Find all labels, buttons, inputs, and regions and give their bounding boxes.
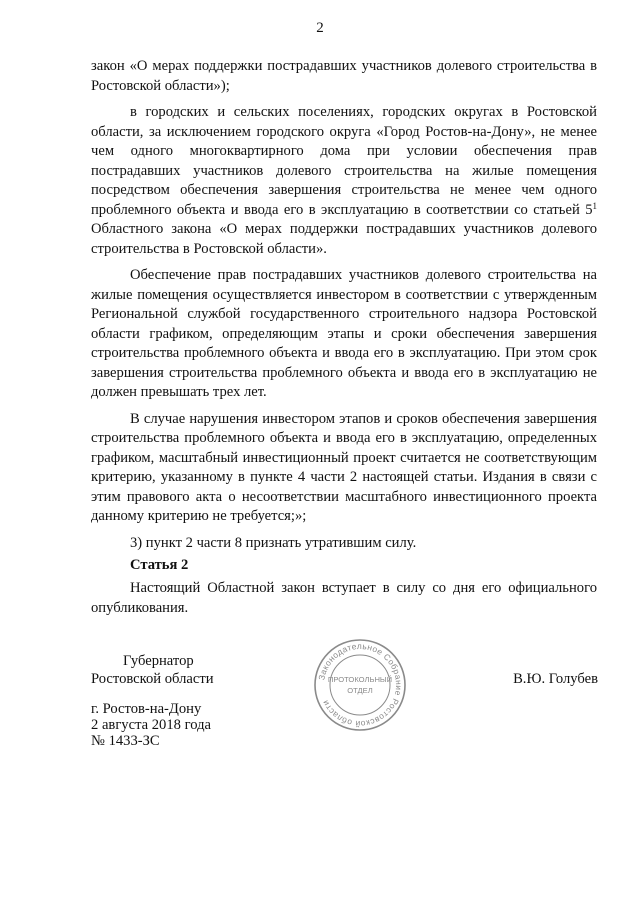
law-number: № 1433-ЗС xyxy=(91,733,160,749)
paragraph-3: Обеспечение прав пострадавших участников долевого строительства на жилые помещения осуществляется инвестором в соответствии с утвержденным Региональной службой государственного строительного надзора Ростовской области графиком, определяющим этапы и сроки обеспечения завершения строительства проблемного объекта и ввода его в эксплуатацию. При этом срок завершения строительства проблемного объекта и ввода его в эксплуатацию не должен превышать трех лет. xyxy=(91,267,597,400)
page-number: 2 xyxy=(316,20,324,36)
paragraph-2-tail: Областного закона «О мерах поддержки пострадавших участников долевого строительства в Ростовской области». xyxy=(91,221,597,257)
signatory-title-line-1: Губернатор xyxy=(123,653,194,669)
paragraph-2 xyxy=(91,103,597,259)
stamp-center-line-1: ПРОТОКОЛЬНЫЙ xyxy=(327,675,393,684)
final-paragraph: Настоящий Областной закон вступает в силу со дня его официального опубликования. xyxy=(91,580,597,616)
signatory-name: В.Ю. Голубев xyxy=(513,671,598,687)
stamp-center-line-2: ОТДЕЛ xyxy=(347,686,373,695)
place: г. Ростов-на-Дону xyxy=(91,701,202,717)
document-body xyxy=(91,57,597,560)
stamp-ring-text: Законодательное Собрание Ростовской области xyxy=(316,640,405,730)
article-heading: Статья 2 xyxy=(130,557,189,573)
paragraph-4: В случае нарушения инвестором этапов и сроков обеспечения завершения строительства проблемного объекта и ввода его в эксплуатацию, определенных графиком, масштабный инвестиционный проект считается не соответствующим критерию, указанному в пункте 4 части 2 настоящей статьи. Издания в связи с этим правового акта о несоответствии масштабного инвестиционного проекта данному критерию не требуется;»; xyxy=(91,410,597,524)
paragraph-1: закон «О мерах поддержки пострадавших участников долевого строительства в Ростовской области»); xyxy=(91,58,597,94)
signatory-title-line-2: Ростовской области xyxy=(91,671,214,687)
paragraph-5: 3) пункт 2 части 8 признать утратившим силу. xyxy=(130,534,417,551)
date: 2 августа 2018 года xyxy=(91,717,211,733)
official-stamp xyxy=(312,637,408,733)
paragraph-2-superscript: 1 xyxy=(592,200,597,211)
paragraph-2-text: в городских и сельских поселениях, городских округах в Ростовской области, за исключением городского округа «Город Ростов-на-Дону», не менее чем одного многоквартирного дома при условии обеспечения прав пострадавших участников долевого строительства на жилые помещения посредством обеспечения завершения строительства не менее чем одного проблемного объекта и ввода его в эксплуатацию в соответствии со статьей 5 xyxy=(91,104,597,218)
